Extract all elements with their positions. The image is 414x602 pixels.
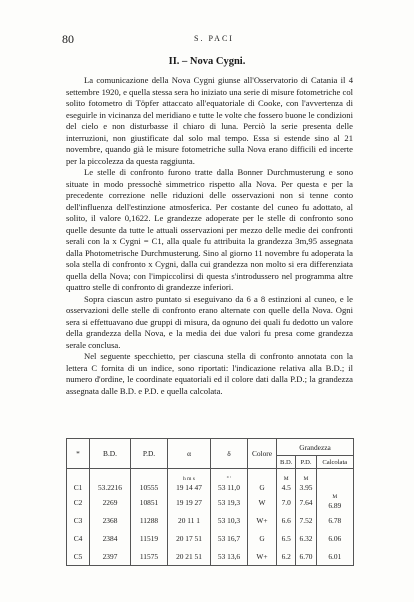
- col-header-pd: P.D.: [131, 439, 168, 469]
- cell-delta: 53 10,3: [211, 511, 248, 529]
- col-header-alpha: α: [168, 439, 211, 469]
- cell-g-calc: 6.78: [316, 511, 353, 529]
- col-header-colore: Colore: [248, 439, 277, 469]
- paragraph: La comunicazione della Nova Cygni giunse all'Osservatorio di Catania il 4 settembre 1920, e quella stessa sera ho iniziato una serie di misure fotometriche col solito fotometro di Töpfer attaccato all'equatoriale di Cooke, con l'avvertenza di eseguirle in vicinanza del meridiano e tutte le volte che fossero buone le condizioni del cielo e non disturbasse il chiaro di luna. Perciò la serie presenta delle interruzioni, non giustificate dal solo mal tempo. Essa si estende sino al 21 novembre, quando già le misure fotometriche sulla Nova erano difficili ed incerte per la piccolezza da questa raggiunta.: [66, 75, 353, 166]
- cell-alpha: 20 17 51: [168, 529, 211, 547]
- paragraph: Le stelle di confronto furono tratte dalla Bonner Durchmusterung e sono situate in modo pressochè simmetrico rispetto alla Nova. Per questa e per la precedente correzione nelle riduzioni delle osservazioni non si tenne conto dell'influenza dell'estinzione atmosferica. Per costante del cuneo fu adottato, al solito, il valore 0,1622. Le grandezze adoperate per le stelle di confronto sono quelle desunte da tutte le attuali osservazioni per mezzo delle medie dei confronti serali con la x Cygni = C1, alla quale fu attribuita la grandezza 3m,95 assegnata dalla Photometrische Durchmusterung. Sino al giorno 11 novembre fu adoperata la sola stella di confronto x Cygni, dalla cui grandezza non molto si era differenziata quella della Nova; con l'impiccolirsi di questa s'introdussero nel programma altre quattro stelle di confronto di grandezze inferiori.: [66, 167, 353, 292]
- cell-pd: 11575: [131, 547, 168, 566]
- star-label: C4: [67, 529, 90, 547]
- star-label: C3: [67, 511, 90, 529]
- cell-bd: 2384: [90, 529, 131, 547]
- table-row: [67, 511, 354, 529]
- cell-g-calc: 6.01: [316, 547, 353, 566]
- table-row: [67, 547, 354, 566]
- star-label: C5: [67, 547, 90, 566]
- comparison-stars-table: [66, 438, 354, 566]
- cell-bd: 2397: [90, 547, 131, 566]
- col-header-bd: B.D.: [90, 439, 131, 469]
- table-row: [67, 529, 354, 547]
- table-row: [67, 493, 354, 511]
- cell-g-bd: 6.6: [277, 511, 296, 529]
- col-header-grandezza: Grandezza: [277, 439, 354, 456]
- cell-g-pd: 7.64: [296, 493, 316, 511]
- unit-mag: M: [332, 494, 338, 500]
- cell-alpha: 20 11 1: [168, 511, 211, 529]
- cell-alpha: 20 21 51: [168, 547, 211, 566]
- cell-delta: 53 13,6: [211, 547, 248, 566]
- cell-alpha: 19 14 47: [176, 483, 202, 492]
- cell-pd: 11519: [131, 529, 168, 547]
- cell-g-bd: 6.2: [277, 547, 296, 566]
- col-header-delta: δ: [211, 439, 248, 469]
- cell-colore: W+: [248, 547, 277, 566]
- cell-colore: G: [259, 483, 265, 492]
- cell-g-pd: 6.70: [296, 547, 316, 566]
- cell-colore: W: [248, 493, 277, 511]
- cell-delta: 53 11,0: [218, 483, 240, 492]
- unit-delta: ° ′: [226, 476, 232, 482]
- cell-pd: 10851: [131, 493, 168, 511]
- col-header-star: *: [67, 439, 90, 469]
- cell-g-pd: 3.95: [299, 483, 313, 492]
- running-head: S. PACI: [194, 34, 234, 43]
- table-row: [67, 469, 354, 494]
- cell-bd: 53.2216: [97, 483, 123, 492]
- cell-bd: 2269: [90, 493, 131, 511]
- cell-g-bd: 6.5: [277, 529, 296, 547]
- star-label: C1: [73, 483, 83, 492]
- page-number: 80: [62, 32, 74, 46]
- cell-pd: 10555: [139, 483, 159, 492]
- cell-delta: 53 16,7: [211, 529, 248, 547]
- cell-colore: W+: [248, 511, 277, 529]
- paragraph: Nel seguente specchietto, per ciascuna stella di confronto annotata con la lettera C fornita di un indice, sono riportati: l'indicazione relativa alla B.D.; il numero d'ordine, le coordinate equatoriali ed il colore dati dalla P.D.; la grandezza assegnata dalle B.D. e P.D. e quella calcolata.: [66, 351, 353, 396]
- col-header-grandezza-calc: Calcolata: [316, 456, 353, 469]
- col-header-grandezza-bd: B.D.: [277, 456, 296, 469]
- star-label: C2: [67, 493, 90, 511]
- col-header-grandezza-pd: P.D.: [296, 456, 316, 469]
- cell-delta: 53 19,3: [211, 493, 248, 511]
- section-title: II. – Nova Cygni.: [168, 56, 246, 67]
- cell-alpha: 19 19 27: [168, 493, 211, 511]
- cell-g-calc: 6.89: [328, 501, 342, 510]
- cell-g-bd: 7.0: [277, 493, 296, 511]
- paragraph: Sopra ciascun astro puntato si eseguivano da 6 a 8 estinzioni al cuneo, e le osservazioni delle stelle di confronto erano alternate con quelle della Nova. Ogni sera si effettuavano due gruppi di misura, da ognuno dei quali fu dedotto un valore della grandezza della Nova, e la media dei due valori fu presa come grandezza serale conclusa.: [66, 293, 353, 350]
- unit-mag: M: [283, 476, 289, 482]
- unit-alpha: h m s: [183, 476, 195, 482]
- cell-g-calc: 6.06: [316, 529, 353, 547]
- unit-mag: M: [303, 476, 309, 482]
- cell-g-pd: 6.32: [296, 529, 316, 547]
- cell-pd: 11288: [131, 511, 168, 529]
- cell-colore: G: [248, 529, 277, 547]
- cell-g-bd: 4.5: [281, 483, 291, 492]
- cell-bd: 2368: [90, 511, 131, 529]
- article-body: [66, 75, 353, 397]
- cell-g-pd: 7.52: [296, 511, 316, 529]
